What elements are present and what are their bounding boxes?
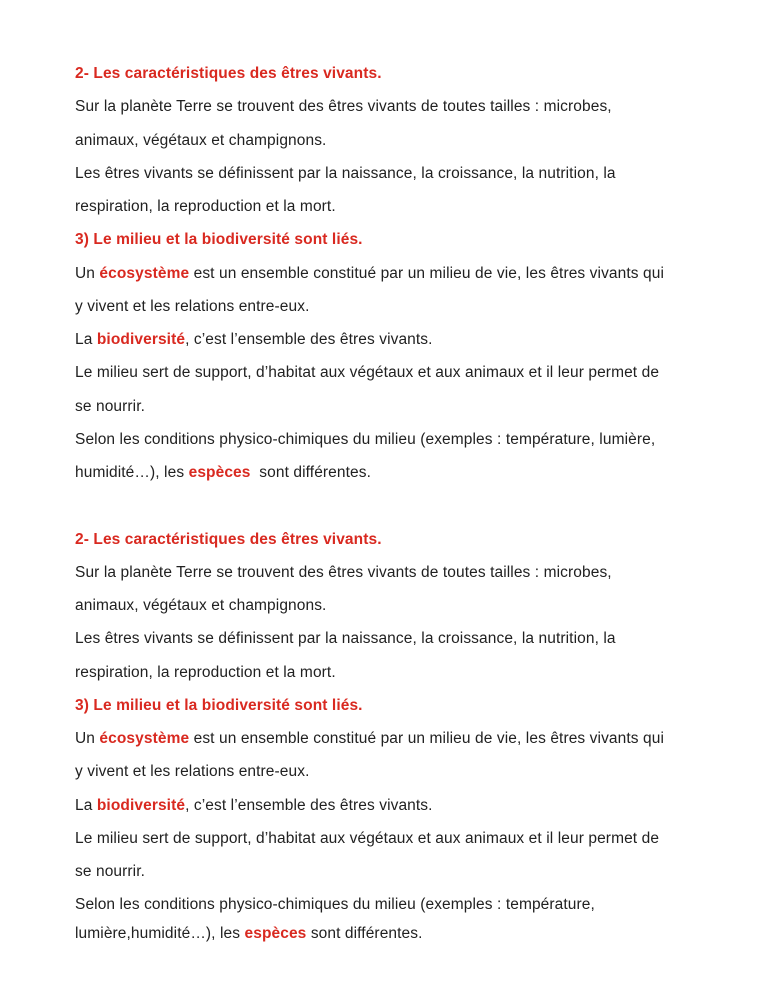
text-segment: Sur la planète Terre se trouvent des êtres vivants de toutes tailles : microbes, — [75, 563, 612, 581]
text-line — [75, 656, 728, 689]
text-segment: y vivent et les relations entre-eux. — [75, 763, 310, 781]
heading-line — [75, 223, 728, 256]
text-line — [75, 290, 728, 323]
text-segment: Selon les conditions physico-chimiques du milieu (exemples : température, lumière, — [75, 430, 656, 448]
block-spacer — [75, 489, 728, 522]
highlight-term: 2- Les caractéristiques des êtres vivants. — [75, 530, 382, 548]
text-line — [75, 589, 728, 622]
highlight-term: biodiversité — [96, 331, 186, 348]
text-segment: est un ensemble constitué par un milieu de vie, les êtres vivants qui — [189, 264, 665, 282]
text-line — [75, 356, 728, 389]
text-segment: La — [75, 796, 97, 814]
text-line — [75, 722, 728, 755]
text-line — [75, 390, 728, 423]
text-block — [75, 57, 728, 489]
text-segment: y vivent et les relations entre-eux. — [75, 297, 310, 315]
text-segment: Sur la planète Terre se trouvent des êtres vivants de toutes tailles : microbes, — [75, 98, 612, 116]
text-line — [75, 190, 728, 223]
text-line — [75, 257, 728, 290]
text-segment: sont différentes. — [306, 924, 423, 942]
text-segment: animaux, végétaux et champignons. — [75, 131, 327, 149]
text-segment: Les êtres vivants se définissent par la naissance, la croissance, la nutrition, la — [75, 630, 616, 648]
text-line — [75, 822, 728, 855]
text-segment: Selon les conditions physico-chimiques du milieu (exemples : température, — [75, 896, 595, 914]
text-block — [75, 523, 728, 946]
text-segment: Un — [75, 730, 100, 747]
text-segment: , c’est l’ensemble des êtres vivants. — [185, 331, 433, 348]
text-line — [75, 888, 728, 921]
heading-line — [75, 523, 728, 556]
text-segment: humidité…), les — [75, 464, 189, 481]
text-segment: , c’est l’ensemble des êtres vivants. — [185, 796, 433, 814]
highlight-term: espèces — [244, 924, 307, 942]
highlight-term: 3) Le milieu et la biodiversité sont liés. — [75, 696, 363, 714]
text-segment: sont différentes. — [250, 464, 372, 481]
highlight-term: 2- Les caractéristiques des êtres vivants. — [75, 65, 382, 82]
text-segment: se nourrir. — [75, 863, 146, 880]
text-line — [75, 556, 728, 589]
text-segment: Le milieu sert de support, d’habitat aux végétaux et aux animaux et il leur permet de — [75, 364, 660, 382]
text-line — [75, 622, 728, 655]
highlight-term: biodiversité — [96, 796, 186, 814]
text-line — [75, 456, 728, 489]
text-segment: Les êtres vivants se définissent par la naissance, la croissance, la nutrition, la — [75, 164, 616, 182]
heading-line — [75, 57, 728, 90]
text-line — [75, 855, 728, 888]
text-line — [75, 922, 728, 946]
highlight-term: écosystème — [99, 264, 190, 282]
highlight-term: écosystème — [99, 730, 190, 747]
highlight-term: 3) Le milieu et la biodiversité sont liés. — [75, 231, 363, 249]
highlight-term: espèces — [188, 464, 251, 481]
text-segment: La — [75, 331, 97, 348]
heading-line — [75, 689, 728, 722]
text-line — [75, 90, 728, 123]
text-line — [75, 755, 728, 788]
text-segment: respiration, la reproduction et la mort. — [75, 198, 336, 215]
text-segment: Le milieu sert de support, d’habitat aux végétaux et aux animaux et il leur permet de — [75, 829, 660, 847]
text-line — [75, 423, 728, 456]
text-segment: animaux, végétaux et champignons. — [75, 597, 327, 614]
document-content — [75, 57, 728, 946]
text-segment: se nourrir. — [75, 397, 146, 415]
text-line — [75, 789, 728, 822]
text-segment: respiration, la reproduction et la mort. — [75, 663, 336, 681]
text-line — [75, 157, 728, 190]
text-segment: Un — [75, 264, 100, 282]
text-segment: est un ensemble constitué par un milieu de vie, les êtres vivants qui — [189, 730, 665, 747]
text-line — [75, 124, 728, 157]
text-segment: lumière,humidité…), les — [75, 924, 245, 942]
text-line — [75, 323, 728, 356]
